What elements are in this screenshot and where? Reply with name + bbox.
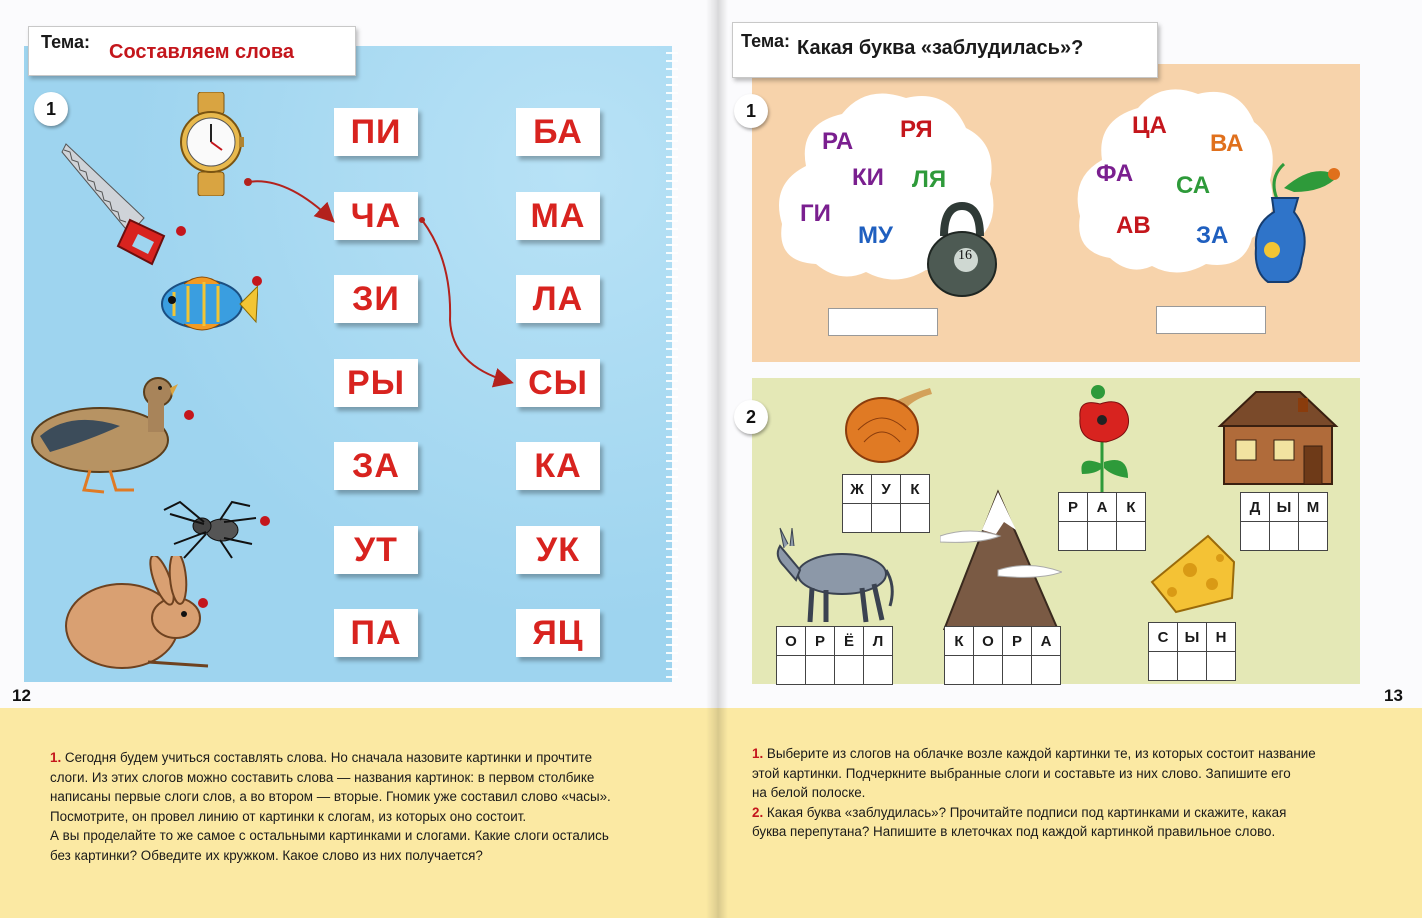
letter-cell: Р: [1059, 493, 1088, 522]
blank-cell[interactable]: [901, 504, 930, 533]
syllable-card[interactable]: БА: [516, 108, 600, 156]
example-link-arrows: [240, 170, 530, 400]
topic-box-left: [28, 26, 356, 76]
blank-cell[interactable]: [864, 656, 893, 685]
letter-cell: К: [1117, 493, 1146, 522]
cloud-syllable: РЯ: [900, 116, 933, 143]
blank-cell[interactable]: [1149, 652, 1178, 681]
letter-cell: Ё: [835, 627, 864, 656]
cloud-syllable: КИ: [852, 164, 884, 191]
donkey-picture: [770, 526, 898, 626]
blank-cell[interactable]: [1059, 522, 1088, 551]
topic-label: Тема:: [41, 32, 90, 52]
vase-picture: [1254, 162, 1344, 284]
syllable-card[interactable]: КА: [516, 442, 600, 490]
syllable-card[interactable]: МА: [516, 192, 600, 240]
answer-dot[interactable]: [176, 226, 186, 236]
cloud-syllable: ГИ: [800, 200, 831, 227]
letter-cell: Р: [1003, 627, 1032, 656]
instruction-line: Посмотрите, он провел линию от картинки к слогам, из которых оно состоит.: [50, 808, 527, 824]
instruction-line: Сегодня будем учиться составлять слова. Но сначала назовите картинки и прочтите: [64, 750, 593, 765]
instruction-line: на белой полоске.: [752, 785, 866, 800]
blank-cell[interactable]: [1270, 522, 1299, 551]
page-number-left: 12: [12, 686, 31, 705]
blank-cell[interactable]: [835, 656, 864, 685]
instruction-number: 2.: [752, 804, 764, 820]
blank-cell[interactable]: [1032, 656, 1061, 685]
cloud-syllable: ВА: [1210, 130, 1244, 157]
letter-cell: С: [1149, 623, 1178, 652]
exercise-number: 1: [34, 92, 68, 126]
cloud-syllable: СА: [1176, 172, 1211, 199]
letter-cell: Ы: [1270, 493, 1299, 522]
instruction-line: А вы проделайте то же самое с остальными картинками и слогами. Какие слоги остались: [50, 828, 609, 843]
blank-cell[interactable]: [843, 504, 872, 533]
instruction-line: этой картинки. Подчеркните выбранные слоги и составьте из них слово. Запишите его: [752, 765, 1291, 781]
syllable-card[interactable]: УК: [516, 526, 600, 574]
onion-picture: [842, 386, 938, 464]
instruction-line: буква перепутана? Напишите в клеточках под каждой картинкой правильное слово.: [752, 824, 1276, 839]
cheese-picture: [1146, 532, 1238, 614]
blank-cell[interactable]: [1117, 522, 1146, 551]
instruction-text-right: [752, 744, 1372, 842]
page-number-right: 13: [1384, 686, 1403, 705]
blank-cell[interactable]: [1088, 522, 1117, 551]
letter-cell: Н: [1207, 623, 1236, 652]
kettlebell-weight-label: 16: [958, 248, 972, 263]
cloud-syllable: ФА: [1096, 160, 1134, 187]
letter-cell: К: [945, 627, 974, 656]
letter-cell: М: [1299, 493, 1328, 522]
instruction-line: без картинки? Обведите их кружком. Какое слово из них получается?: [50, 847, 483, 863]
syllable-card[interactable]: ЛА: [516, 275, 600, 323]
mountain-picture: [940, 486, 1062, 630]
spider-picture: [160, 500, 260, 560]
cloud-syllable: АВ: [1116, 212, 1151, 239]
letter-cell: Л: [864, 627, 893, 656]
instruction-line: Выберите из слогов на облачке возле каждой картинки те, из которых состоит название: [766, 746, 1316, 761]
answer-dot[interactable]: [198, 598, 208, 608]
blank-cell[interactable]: [872, 504, 901, 533]
saw-picture: [60, 138, 172, 266]
syllable-card[interactable]: ЗА: [334, 442, 418, 490]
instruction-line: написаны первые слоги слов, а во втором — вторые. Гномик уже составил слово «часы».: [50, 789, 611, 804]
topic-title: Составляем слова: [109, 41, 294, 63]
syllable-card[interactable]: ПИ: [334, 108, 418, 156]
letter-cell: У: [872, 475, 901, 504]
instruction-number: 1.: [752, 746, 764, 761]
blank-cell[interactable]: [1207, 652, 1236, 681]
letter-grid-mountain[interactable]: [944, 626, 1061, 685]
cloud-syllable: МУ: [858, 222, 893, 249]
syllable-card[interactable]: ПА: [334, 609, 418, 657]
cloud-syllable: ЦА: [1132, 112, 1167, 139]
blank-cell[interactable]: [1178, 652, 1207, 681]
instruction-line: Какая буква «заблудилась»? Прочитайте подписи под картинками и скажите, какая: [766, 804, 1287, 820]
duck-picture: [20, 370, 178, 496]
letter-grid-house[interactable]: [1240, 492, 1328, 551]
syllable-card[interactable]: УТ: [334, 526, 418, 574]
syllable-card[interactable]: РЫ: [334, 359, 418, 407]
poppy-picture: [1072, 384, 1138, 494]
letter-cell: О: [974, 627, 1003, 656]
book-spine: [706, 0, 728, 918]
letter-grid-donkey[interactable]: [776, 626, 893, 685]
rabbit-picture: [58, 556, 214, 672]
cloud-syllable: ЗА: [1196, 222, 1229, 249]
answer-strip[interactable]: [828, 308, 938, 336]
cloud-syllable: ЛЯ: [912, 166, 947, 193]
instruction-number: 1.: [50, 750, 62, 765]
topic-label: Тема:: [741, 31, 790, 51]
syllable-card[interactable]: СЫ: [516, 359, 600, 407]
letter-cell: Р: [806, 627, 835, 656]
letter-cell: Д: [1241, 493, 1270, 522]
syllable-card[interactable]: ЗИ: [334, 275, 418, 323]
exercise-number: 2: [734, 400, 768, 434]
topic-title: Какая буква «заблудилась»?: [797, 37, 1084, 59]
answer-strip[interactable]: [1156, 306, 1266, 334]
letter-grid-poppy[interactable]: [1058, 492, 1146, 551]
exercise-number: 1: [734, 94, 768, 128]
blank-cell[interactable]: [974, 656, 1003, 685]
watch-picture: [178, 92, 244, 196]
cloud-syllable: РА: [822, 128, 854, 155]
letter-cell: Ж: [843, 475, 872, 504]
blank-cell[interactable]: [1003, 656, 1032, 685]
syllable-card[interactable]: ЧА: [334, 192, 418, 240]
letter-grid-cheese[interactable]: [1148, 622, 1236, 681]
letter-cell: Ы: [1178, 623, 1207, 652]
syllable-card[interactable]: ЯЦ: [516, 609, 600, 657]
letter-cell: О: [777, 627, 806, 656]
blank-cell[interactable]: [806, 656, 835, 685]
instruction-text-left: [50, 748, 690, 865]
letter-grid-onion[interactable]: [842, 474, 930, 533]
house-picture: [1216, 388, 1340, 486]
blank-cell[interactable]: [777, 656, 806, 685]
blank-cell[interactable]: [1299, 522, 1328, 551]
blank-cell[interactable]: [945, 656, 974, 685]
topic-box-right: [732, 22, 1158, 78]
answer-dot[interactable]: [260, 516, 270, 526]
letter-cell: К: [901, 475, 930, 504]
letter-cell: А: [1088, 493, 1117, 522]
letter-cell: А: [1032, 627, 1061, 656]
answer-dot[interactable]: [184, 410, 194, 420]
blank-cell[interactable]: [1241, 522, 1270, 551]
instruction-line: слоги. Из этих слогов можно составить слова — названия картинок: в первом столбике: [50, 769, 595, 785]
